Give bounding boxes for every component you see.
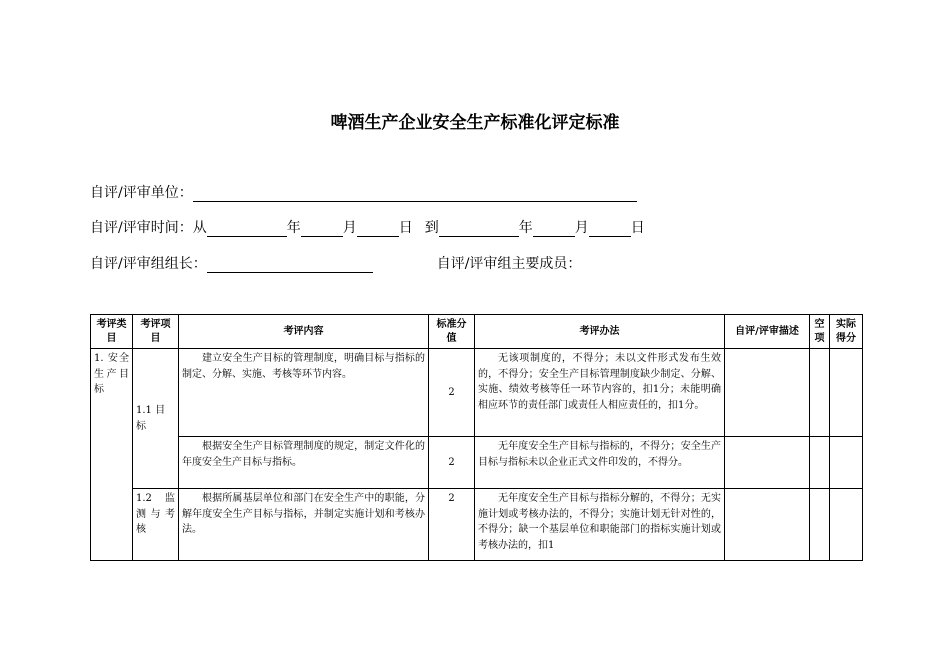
- actual-score-cell[interactable]: [830, 349, 863, 437]
- description-cell[interactable]: [725, 349, 810, 437]
- year2-label: 年: [518, 220, 533, 236]
- actual-score-cell[interactable]: [830, 437, 863, 489]
- month2-label: 月: [574, 220, 589, 236]
- method-cell: 无该项制度的，不得分；未以文件形式发布生效的，不得分；安全生产目标管理制度缺少制定、分解、实施、绩效考核等任一环节内容的，扣1分；未能明确相应环节的责任部门或责任人相应责任的，扣1分。: [475, 349, 725, 437]
- time-label: 自评/评审时间：从: [90, 220, 207, 236]
- description-cell[interactable]: [725, 489, 810, 561]
- method-cell: 无年度安全生产目标与指标的，不得分；安全生产目标与指标未以企业正式文件印发的，不得分。: [475, 437, 725, 489]
- header-content: 考评内容: [179, 315, 429, 349]
- unit-label: 自评/评审单位：: [90, 185, 193, 201]
- score-cell: 2: [429, 349, 475, 437]
- category-cell: 1. 安全生产目标: [91, 349, 133, 561]
- item-cell: 1.2 监测与考核: [133, 489, 179, 561]
- content-cell: 根据所属基层单位和部门在安全生产中的职能，分解年度安全生产目标与指标，并制定实施计划和考核办法。: [179, 489, 429, 561]
- header-description: 自评/评审描述: [725, 315, 810, 349]
- content-cell: 建立安全生产目标的管理制度，明确目标与指标的制定、分解、实施、考核等环节内容。: [179, 349, 429, 437]
- item-cell: 1.1 目标: [133, 349, 179, 489]
- day1-label: 日: [398, 220, 413, 236]
- table-header-row: [91, 315, 863, 349]
- table-row: [91, 489, 863, 561]
- month2-blank: [533, 220, 575, 237]
- table-row: [91, 349, 863, 437]
- day2-label: 日: [630, 220, 645, 236]
- empty-cell[interactable]: [810, 349, 830, 437]
- header-actual-score: 实际得分: [830, 315, 863, 349]
- content-cell: 根据安全生产目标管理制度的规定，制定文件化的年度安全生产目标与指标。: [179, 437, 429, 489]
- unit-blank: [193, 185, 637, 202]
- header-category: 考评类目: [91, 315, 133, 349]
- day1-blank: [357, 220, 399, 237]
- evaluation-table: [90, 314, 863, 561]
- leader-line: [90, 251, 581, 273]
- empty-cell[interactable]: [810, 489, 830, 561]
- leader-label: 自评/评审组组长：: [90, 256, 207, 272]
- table-row: [91, 437, 863, 489]
- month1-label: 月: [342, 220, 357, 236]
- month1-blank: [301, 220, 343, 237]
- score-cell: 2: [429, 489, 475, 561]
- actual-score-cell[interactable]: [830, 489, 863, 561]
- header-score: 标准分值: [429, 315, 475, 349]
- time-line: [90, 215, 645, 237]
- header-item: 考评项目: [133, 315, 179, 349]
- header-empty: 空项: [810, 315, 830, 349]
- leader-blank: [207, 256, 373, 273]
- unit-line: [90, 180, 637, 202]
- year2-blank: [439, 220, 519, 237]
- score-cell: 2: [429, 437, 475, 489]
- members-label: 自评/评审组主要成员：: [436, 256, 582, 272]
- day2-blank: [589, 220, 631, 237]
- to-label: 到: [424, 220, 439, 236]
- description-cell[interactable]: [725, 437, 810, 489]
- method-cell: 无年度安全生产目标与指标分解的，不得分；无实施计划或考核办法的，不得分；实施计划无针对性的，不得分；缺一个基层单位和职能部门的指标实施计划或考核办法的，扣1: [475, 489, 725, 561]
- header-method: 考评办法: [475, 315, 725, 349]
- year1-blank: [207, 220, 287, 237]
- year1-label: 年: [286, 220, 301, 236]
- empty-cell[interactable]: [810, 437, 830, 489]
- document-title: 啤酒生产企业安全生产标准化评定标准: [330, 113, 620, 133]
